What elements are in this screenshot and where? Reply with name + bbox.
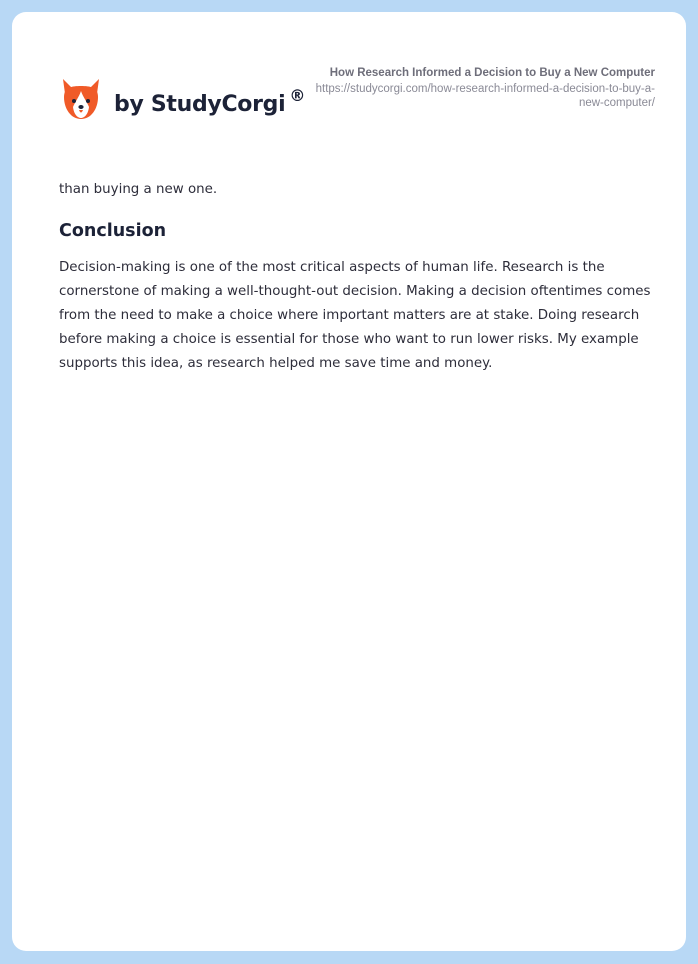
page-header (12, 12, 686, 142)
corgi-logo-icon (60, 77, 102, 123)
document-title: How Research Informed a Decision to Buy a New Computer (329, 67, 655, 79)
document-meta (315, 66, 655, 110)
registered-mark: ® (289, 85, 306, 105)
brand-name (114, 85, 306, 117)
conclusion-paragraph: Decision-making is one of the most critical aspects of human life. Research is the cornerstone of making a well-thought-out decision. Making a decision oftentimes comes from the need to make a choice where important matters are at stake. Doing research before making a choice is essential for those who want to run lower risks. My example supports this idea, as research helped me save time and money. (59, 260, 651, 371)
section-heading: Conclusion (59, 221, 167, 241)
document-page (12, 12, 686, 951)
studycorgi-logo[interactable] (60, 76, 305, 124)
lead-paragraph: than buying a new one. (59, 182, 218, 197)
brand-name-text: by StudyCorgi (114, 91, 286, 117)
document-url[interactable]: https://studycorgi.com/how-research-informed-a-decision-to-buy-a-new-computer/ (315, 83, 655, 109)
document-body (59, 178, 659, 376)
